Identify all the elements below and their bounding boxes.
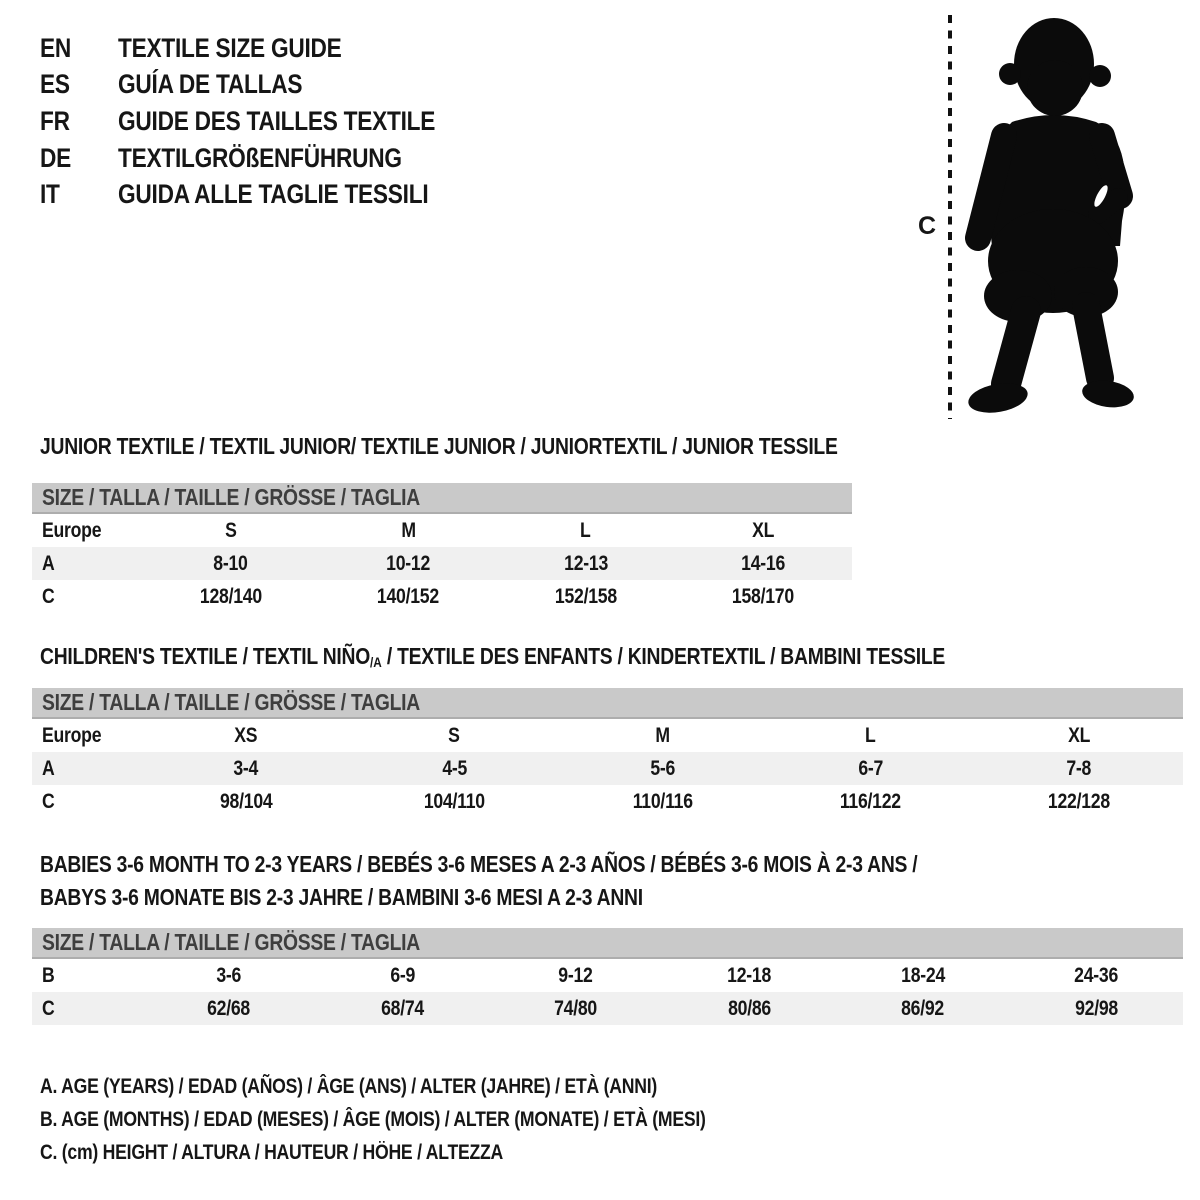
language-code: EN <box>40 32 72 63</box>
babies-size-table <box>32 928 1183 1025</box>
cell-value: 18-24 <box>900 963 945 987</box>
children-row-age <box>32 752 1183 785</box>
junior-section-title: JUNIOR TEXTILE / TEXTIL JUNIOR/ TEXTILE JUNIOR / JUNIORTEXTIL / JUNIOR TESSILE <box>40 433 838 459</box>
row-label: C <box>42 584 55 608</box>
cell-value: 9-12 <box>558 963 593 987</box>
babies-row-months <box>32 959 1183 992</box>
cell-value: 3-4 <box>233 756 259 780</box>
language-header <box>40 30 496 213</box>
cell-value: 116/122 <box>840 789 902 813</box>
legend-line-c: C. (cm) HEIGHT / ALTURA / HAUTEUR / HÖHE / ALTEZZA <box>40 1140 504 1164</box>
babies-row-height <box>32 992 1183 1025</box>
height-measure-line <box>946 15 954 419</box>
row-label: A <box>42 756 55 780</box>
guide-title-de: TEXTILGRÖßENFÜHRUNG <box>118 142 402 173</box>
cell-value: 128/140 <box>199 584 262 608</box>
babies-section-title-line2: BABYS 3-6 MONATE BIS 2-3 JAHRE / BAMBINI 3-6 MESI A 2-3 ANNI <box>40 884 643 910</box>
cell-value: 24-36 <box>1074 963 1119 987</box>
nino-a-subscript: /A <box>370 654 382 670</box>
cell-value: 122/128 <box>1047 789 1110 813</box>
language-row-en <box>40 30 496 67</box>
size-col: XS <box>234 723 258 747</box>
cell-value: 12-13 <box>563 551 608 575</box>
children-size-bar: SIZE / TALLA / TAILLE / GRÖSSE / TAGLIA <box>32 688 1183 719</box>
size-col: S <box>448 723 461 747</box>
language-code: ES <box>40 69 70 100</box>
cell-value: 86/92 <box>901 996 945 1020</box>
cell-value: 10-12 <box>386 551 431 575</box>
cell-value: 6-7 <box>858 756 884 780</box>
cell-value: 62/68 <box>207 996 251 1020</box>
junior-row-height <box>32 580 852 613</box>
row-label: A <box>42 551 55 575</box>
cell-value: 152/158 <box>554 584 617 608</box>
babies-size-bar: SIZE / TALLA / TAILLE / GRÖSSE / TAGLIA <box>32 928 1183 959</box>
language-row-de <box>40 140 496 177</box>
legend <box>40 1070 832 1169</box>
language-row-es <box>40 67 496 104</box>
toddler-silhouette-icon <box>962 16 1138 420</box>
guide-title-fr: GUIDE DES TAILLES TEXTILE <box>118 105 436 136</box>
size-col: S <box>224 518 237 542</box>
cell-value: 6-9 <box>389 963 415 987</box>
legend-line-b: B. AGE (MONTHS) / EDAD (MESES) / ÂGE (MOIS) / ALTER (MONATE) / ETÀ (MESI) <box>40 1107 706 1131</box>
row-label: C <box>42 789 55 813</box>
language-code: IT <box>40 179 60 210</box>
cell-value: 80/86 <box>727 996 771 1020</box>
cell-value: 5-6 <box>650 756 675 780</box>
children-section-title: CHILDREN'S TEXTILE / TEXTIL NIÑO/A / TEXTILE DES ENFANTS / KINDERTEXTIL / BAMBINI TESSILE <box>40 643 946 670</box>
size-col: M <box>655 723 670 747</box>
babies-section-title-line1: BABIES 3-6 MONTH TO 2-3 YEARS / BEBÉS 3-6 MESES A 2-3 AÑOS / BÉBÉS 3-6 MOIS À 2-3 ANS / <box>40 851 918 877</box>
cell-value: 8-10 <box>213 551 248 575</box>
guide-title-es: GUÍA DE TALLAS <box>118 69 303 100</box>
language-row-it <box>40 176 496 213</box>
size-col: L <box>865 723 876 747</box>
size-col: XL <box>1067 723 1090 747</box>
size-col: XL <box>752 518 775 542</box>
guide-title-it: GUIDA ALLE TAGLIE TESSILI <box>118 179 429 210</box>
cell-value: 74/80 <box>554 996 598 1020</box>
cell-value: 98/104 <box>219 789 273 813</box>
cell-value: 14-16 <box>741 551 786 575</box>
junior-size-bar: SIZE / TALLA / TAILLE / GRÖSSE / TAGLIA <box>32 483 852 514</box>
guide-title-en: TEXTILE SIZE GUIDE <box>118 32 342 63</box>
children-size-table <box>32 688 1183 818</box>
children-row-height <box>32 785 1183 818</box>
language-row-fr <box>40 103 496 140</box>
row-label: C <box>42 996 55 1020</box>
cell-value: 158/170 <box>732 584 795 608</box>
junior-row-age <box>32 547 852 580</box>
region-label: Europe <box>42 723 102 747</box>
cell-value: 140/152 <box>377 584 440 608</box>
cell-value: 110/116 <box>632 789 693 813</box>
junior-size-table <box>32 483 852 613</box>
size-col: L <box>580 518 592 542</box>
cell-value: 3-6 <box>216 963 242 987</box>
cell-value: 12-18 <box>727 963 772 987</box>
height-measure-label: C <box>918 212 936 240</box>
cell-value: 7-8 <box>1066 756 1092 780</box>
language-code: FR <box>40 105 70 136</box>
region-label: Europe <box>42 518 102 542</box>
language-code: DE <box>40 142 72 173</box>
cell-value: 92/98 <box>1074 996 1118 1020</box>
junior-header-row <box>32 514 852 547</box>
row-label: B <box>42 963 55 987</box>
children-header-row <box>32 719 1183 752</box>
cell-value: 4-5 <box>441 756 467 780</box>
legend-line-a: A. AGE (YEARS) / EDAD (AÑOS) / ÂGE (ANS) / ALTER (JAHRE) / ETÀ (ANNI) <box>40 1074 658 1098</box>
cell-value: 104/110 <box>423 789 485 813</box>
cell-value: 68/74 <box>380 996 424 1020</box>
size-col: M <box>401 518 416 542</box>
